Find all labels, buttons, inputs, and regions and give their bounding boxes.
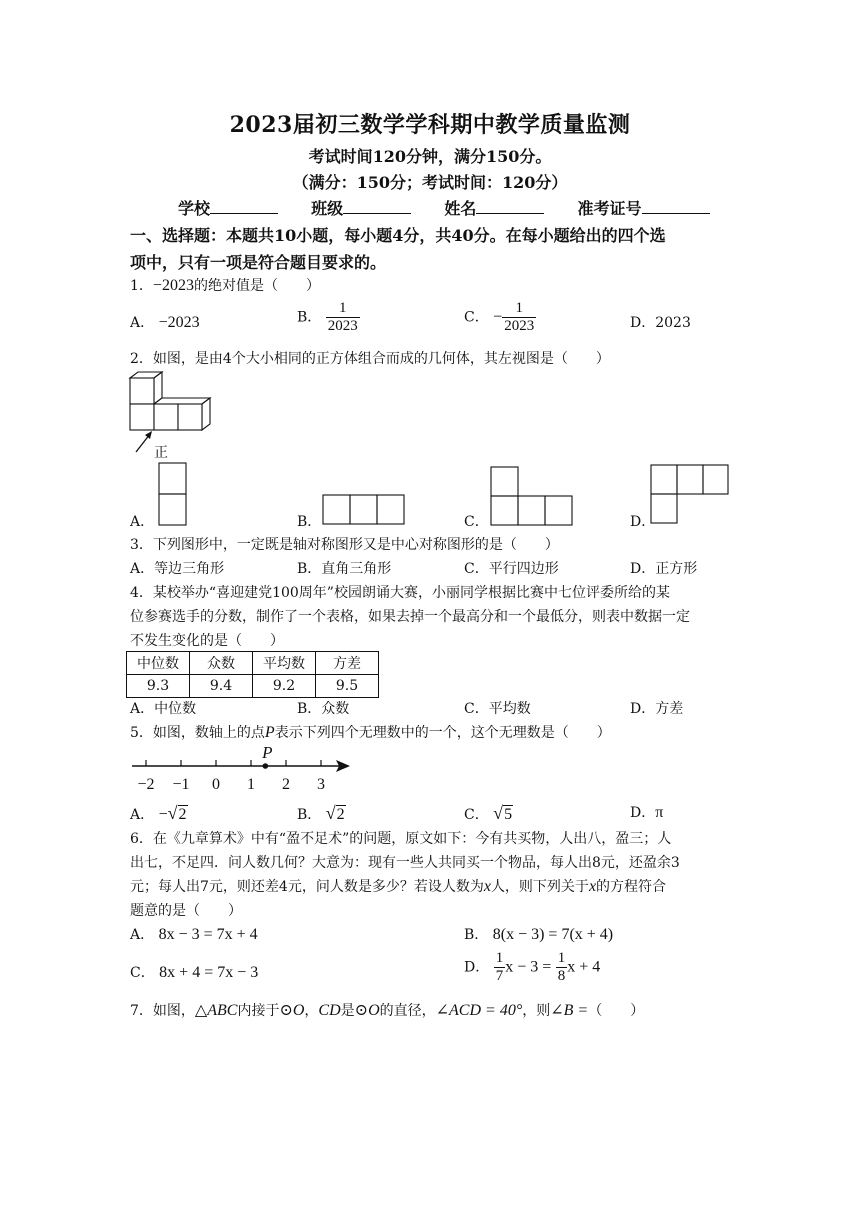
q4-option-b[interactable]: B．众数 — [297, 701, 350, 717]
axis-tick-label: 3 — [317, 776, 325, 793]
radicand: 2 — [178, 806, 187, 823]
question-7-stem — [130, 998, 644, 1024]
q3-option-d[interactable]: D．正方形 — [630, 561, 698, 577]
denominator: 7 — [495, 968, 504, 984]
table-cell: 9.4 — [190, 675, 253, 698]
text-segment: 内接于 — [237, 1003, 280, 1019]
question-4-line2: 位参赛选手的分数，制作了一个表格，如果去掉一个最高分和一个最低分，则表中数据一定 — [130, 609, 690, 625]
q2-option-c-label[interactable]: C． — [464, 514, 489, 530]
option-value: π — [655, 804, 664, 821]
option-label: B． — [464, 927, 489, 943]
q2-option-a-view — [158, 462, 188, 528]
page-title: 2023届初三数学学科期中教学质量监测 — [229, 112, 631, 138]
question-2-stem: 2．如图，是由4个大小相同的正方体组合而成的几何体，其左视图是（ ） — [130, 351, 610, 367]
circle-o: ⊙O — [354, 1002, 380, 1019]
q3-option-c[interactable]: C．平行四边形 — [464, 561, 559, 577]
question-4-line1: 4．某校举办“喜迎建党100周年”校园朗诵大赛，小丽同学根据比赛中七位评委所给的某 — [130, 585, 670, 601]
equation: 8x + 4 = 7x − 3 — [159, 964, 259, 981]
table-row — [127, 675, 379, 698]
option-label: A． — [130, 927, 155, 943]
question-1-text: 的绝对值是（ ） — [193, 278, 320, 294]
question-5-stem — [130, 720, 611, 746]
numerator: 1 — [557, 950, 566, 966]
table-header-cell: 众数 — [190, 652, 253, 675]
section-heading-line2: 项中，只有一项是符合题目要求的。 — [130, 253, 387, 272]
variable-x: x — [483, 878, 491, 895]
angle-b: ∠B = — [550, 1002, 589, 1019]
table-header-cell: 平均数 — [253, 652, 316, 675]
axis-tick-label: 0 — [212, 776, 220, 793]
angle-acd: ∠ACD = 40° — [435, 1002, 523, 1019]
option-label: A． — [130, 315, 155, 331]
denominator: 2023 — [504, 318, 535, 334]
table-cell: 9.3 — [127, 675, 190, 698]
q2-option-b-label[interactable]: B． — [297, 514, 322, 530]
option-label: C． — [130, 965, 155, 981]
q5-option-b[interactable] — [297, 800, 346, 828]
text-segment: 人，则下列关于 — [490, 879, 589, 895]
option-label: B． — [297, 309, 322, 326]
question-1-expression: −2023 — [152, 277, 194, 294]
q4-option-d[interactable]: D．方差 — [630, 701, 684, 717]
fraction — [326, 300, 360, 335]
question-3-stem: 3．下列图形中，一定既是轴对称图形又是中心对称图形的是（ ） — [130, 537, 559, 553]
class-blank — [343, 199, 411, 214]
fraction — [494, 950, 506, 985]
minus-sign: − — [158, 806, 168, 823]
name-label: 姓名 — [444, 199, 477, 218]
q2-option-b-view — [322, 494, 406, 526]
minus-sign: − — [493, 308, 503, 326]
equation-part: x − 3 = — [505, 958, 552, 976]
denominator: 2023 — [327, 318, 358, 334]
point-p-marker — [263, 763, 269, 769]
exam-info-line2: （满分：150分；考试时间：120分） — [292, 173, 568, 192]
q5-option-a[interactable] — [130, 800, 188, 828]
q5-option-d[interactable] — [630, 800, 663, 826]
option-label: C． — [464, 309, 489, 326]
option-value: −2023 — [158, 314, 200, 331]
point-p: P — [264, 724, 275, 741]
option-label: B． — [297, 807, 322, 823]
text-segment: ， — [304, 1003, 319, 1019]
question-5-text-pre: 5．如图，数轴上的点 — [130, 725, 265, 741]
q2-option-d-view — [650, 464, 730, 526]
school-label: 学校 — [178, 199, 211, 218]
table-header-cell: 方差 — [316, 652, 379, 675]
name-blank — [476, 199, 544, 214]
q6-option-c[interactable] — [130, 960, 258, 986]
q4-option-c[interactable]: C．平均数 — [464, 701, 531, 717]
numerator: 1 — [326, 300, 360, 318]
exam-id-blank — [642, 199, 710, 214]
option-label: C． — [464, 807, 489, 823]
q1-option-d[interactable] — [630, 310, 691, 336]
axis-tick-label: 2 — [282, 776, 290, 793]
triangle-abc: △ABC — [194, 1002, 238, 1019]
q1-option-a[interactable] — [130, 310, 200, 336]
variable-x: x — [588, 878, 597, 895]
axis-tick-label: −1 — [172, 776, 190, 793]
text-segment: 的直径， — [379, 1003, 436, 1019]
q6-option-d[interactable] — [464, 950, 600, 985]
class-label: 班级 — [311, 199, 344, 218]
table-header-cell: 中位数 — [127, 652, 190, 675]
numerator: 1 — [495, 950, 504, 966]
fraction — [556, 950, 568, 985]
text-segment: 元；每人出7元，则还差4元，问人数是多少？若设人数为 — [130, 879, 484, 895]
option-value: 2023 — [655, 315, 691, 331]
sqrt-icon: √ — [167, 803, 178, 823]
numerator: 1 — [502, 300, 536, 318]
section-heading-line1: 一、选择题：本题共10小题，每小题4分，共40分。在每小题给出的四个选 — [130, 226, 666, 245]
q1-option-b[interactable] — [297, 300, 360, 335]
exam-info-line1: 考试时间120分钟，满分150分。 — [308, 147, 552, 166]
option-label: D． — [630, 805, 656, 821]
question-6-line2: 出七，不足四．问人数几何？大意为：现有一些人共同买一个物品，每人出8元，还盈余3 — [130, 855, 680, 871]
equation: 8(x − 3) = 7(x + 4) — [492, 926, 614, 943]
sqrt-icon: √ — [493, 803, 504, 823]
score-table — [126, 651, 379, 698]
school-blank — [210, 199, 278, 214]
table-cell: 9.5 — [316, 675, 379, 698]
question-6-line1: 6．在《九章算术》中有“盈不足术”的问题，原文如下：今有共买物，人出八，盈三；人 — [130, 831, 672, 847]
table-header-row — [127, 652, 379, 675]
q4-option-a[interactable]: A．中位数 — [130, 701, 197, 717]
q6-option-a[interactable] — [130, 922, 258, 948]
circle-o: ⊙O — [279, 1002, 305, 1019]
q3-option-a[interactable]: A．等边三角形 — [130, 561, 225, 577]
text-segment: （ ） — [588, 1003, 645, 1019]
segment-cd: CD — [318, 1002, 341, 1019]
question-5-text-post: 表示下列四个无理数中的一个，这个无理数是（ ） — [274, 725, 611, 741]
text-segment: 的方程符合 — [596, 879, 667, 895]
student-info-fields — [178, 196, 710, 219]
fraction — [502, 300, 536, 335]
q2-option-d-label[interactable]: D． — [630, 514, 656, 530]
option-label: D． — [464, 959, 490, 976]
point-p-label: P — [262, 743, 273, 762]
radicand: 5 — [504, 806, 513, 823]
q2-option-a-label[interactable]: A． — [130, 514, 155, 530]
question-number: 1． — [130, 278, 153, 294]
radicand: 2 — [336, 806, 345, 823]
q3-option-b[interactable]: B．直角三角形 — [297, 561, 392, 577]
table-cell: 9.2 — [253, 675, 316, 698]
q2-solid-figure — [128, 370, 228, 460]
question-6-line3 — [130, 874, 666, 900]
text-segment: ，则 — [522, 1003, 551, 1019]
sqrt-icon: √ — [325, 803, 336, 823]
q2-option-c-view — [490, 466, 576, 528]
question-4-line3: 不发生变化的是（ ） — [130, 633, 284, 649]
axis-tick-label: −2 — [137, 776, 155, 793]
option-label: D． — [630, 315, 656, 331]
front-view-label: 正 — [154, 445, 168, 461]
text-segment: 是 — [340, 1003, 355, 1019]
q1-option-c[interactable] — [464, 300, 536, 335]
question-1-stem — [130, 273, 320, 299]
q6-option-b[interactable] — [464, 922, 613, 948]
exam-id-label: 准考证号 — [577, 199, 642, 218]
axis-tick-label: 1 — [247, 776, 255, 793]
number-line — [128, 744, 358, 794]
q5-option-c[interactable] — [464, 800, 513, 828]
equation-part: x + 4 — [567, 958, 601, 976]
text-segment: 7．如图， — [130, 1003, 195, 1019]
denominator: 8 — [557, 968, 566, 984]
equation: 8x − 3 = 7x + 4 — [158, 926, 258, 943]
question-6-line4: 题意的是（ ） — [130, 903, 242, 919]
option-label: A． — [130, 807, 155, 823]
